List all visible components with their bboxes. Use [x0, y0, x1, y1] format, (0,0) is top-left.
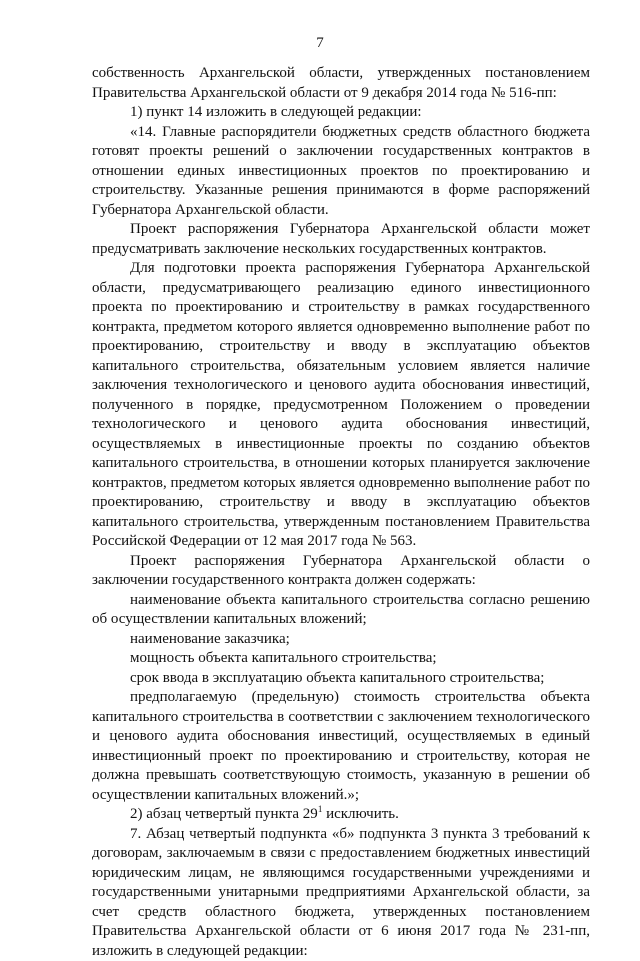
paragraph: наименование объекта капитального строительства согласно решению об осуществлении капитальных вложений;: [92, 591, 590, 630]
paragraph: наименование заказчика;: [92, 630, 590, 650]
item2-superscript: 1: [318, 804, 323, 814]
paragraph: Для подготовки проекта распоряжения Губернатора Архангельской области, предусматривающего реализацию единого инвестиционного проекта по проектированию и строительству в рамках государственного контракта, предметом которого является одновременно выполнение работ по проектированию, строительству и вводу в эксплуатацию объектов капитального строительства, обязательным условием является наличие заключения технологического и ценового аудита обоснования инвестиций, полученного в порядке, предусмотренном Положением о проведении технологического и ценового аудита обоснования инвестиций, осуществляемых в инвестиционные проекты по созданию объектов капитального строительства, в отношении которых планируется заключение контрактов, предметом которых является одновременно выполнение работ по проектированию, строительству и вводу в эксплуатацию объектов капитального строительства, утвержденным постановлением Правительства Российской Федерации от 12 мая 2017 года № 563.: [92, 259, 590, 552]
paragraph: срок ввода в эксплуатацию объекта капитального строительства;: [92, 669, 590, 689]
paragraph: собственность Архангельской области, утвержденных постановлением Правительства Архангельской области от 9 декабря 2014 года № 516-пп:: [92, 64, 590, 103]
page-number: 7: [0, 35, 640, 52]
item2-text: 2) абзац четвертый пункта 29: [130, 806, 318, 822]
paragraph: предполагаемую (предельную) стоимость строительства объекта капитального строительства в соответствии с заключением технологического и ценового аудита обоснования инвестиций, осуществляемых в единый инвестиционный проект по проектированию и строительству, которая не должна превышать соответствующую стоимость, указанную в решении об осуществлении капитальных вложений.»;: [92, 688, 590, 805]
paragraph: «14. Главные распорядители бюджетных средств областного бюджета готовят проекты решений о заключении государственных контрактов в отношении единых инвестиционных проектов по проектированию и строительству. Указанные решения принимаются в форме распоряжений Губернатора Архангельской области.: [92, 123, 590, 221]
paragraph: 7. Абзац четвертый подпункта «б» подпункта 3 пункта 3 требований к договорам, заключаемым в связи с предоставлением бюджетных инвестиций юридическим лицам, не являющимся государственными учреждениями и государственными унитарными предприятиями Архангельской области, за счет средств областного бюджета, утвержденных постановлением Правительства Архангельской области от 6 июня 2017 года № 231-пп, изложить в следующей редакции:: [92, 825, 590, 961]
paragraph: мощность объекта капитального строительства;: [92, 649, 590, 669]
item2-text-end: исключить.: [322, 806, 399, 822]
paragraph-item-2: [92, 805, 590, 825]
paragraph: Проект распоряжения Губернатора Архангельской области может предусматривать заключение нескольких государственных контрактов.: [92, 220, 590, 259]
paragraph: Проект распоряжения Губернатора Архангельской области о заключении государственного контракта должен содержать:: [92, 552, 590, 591]
paragraph: 1) пункт 14 изложить в следующей редакции:: [92, 103, 590, 123]
